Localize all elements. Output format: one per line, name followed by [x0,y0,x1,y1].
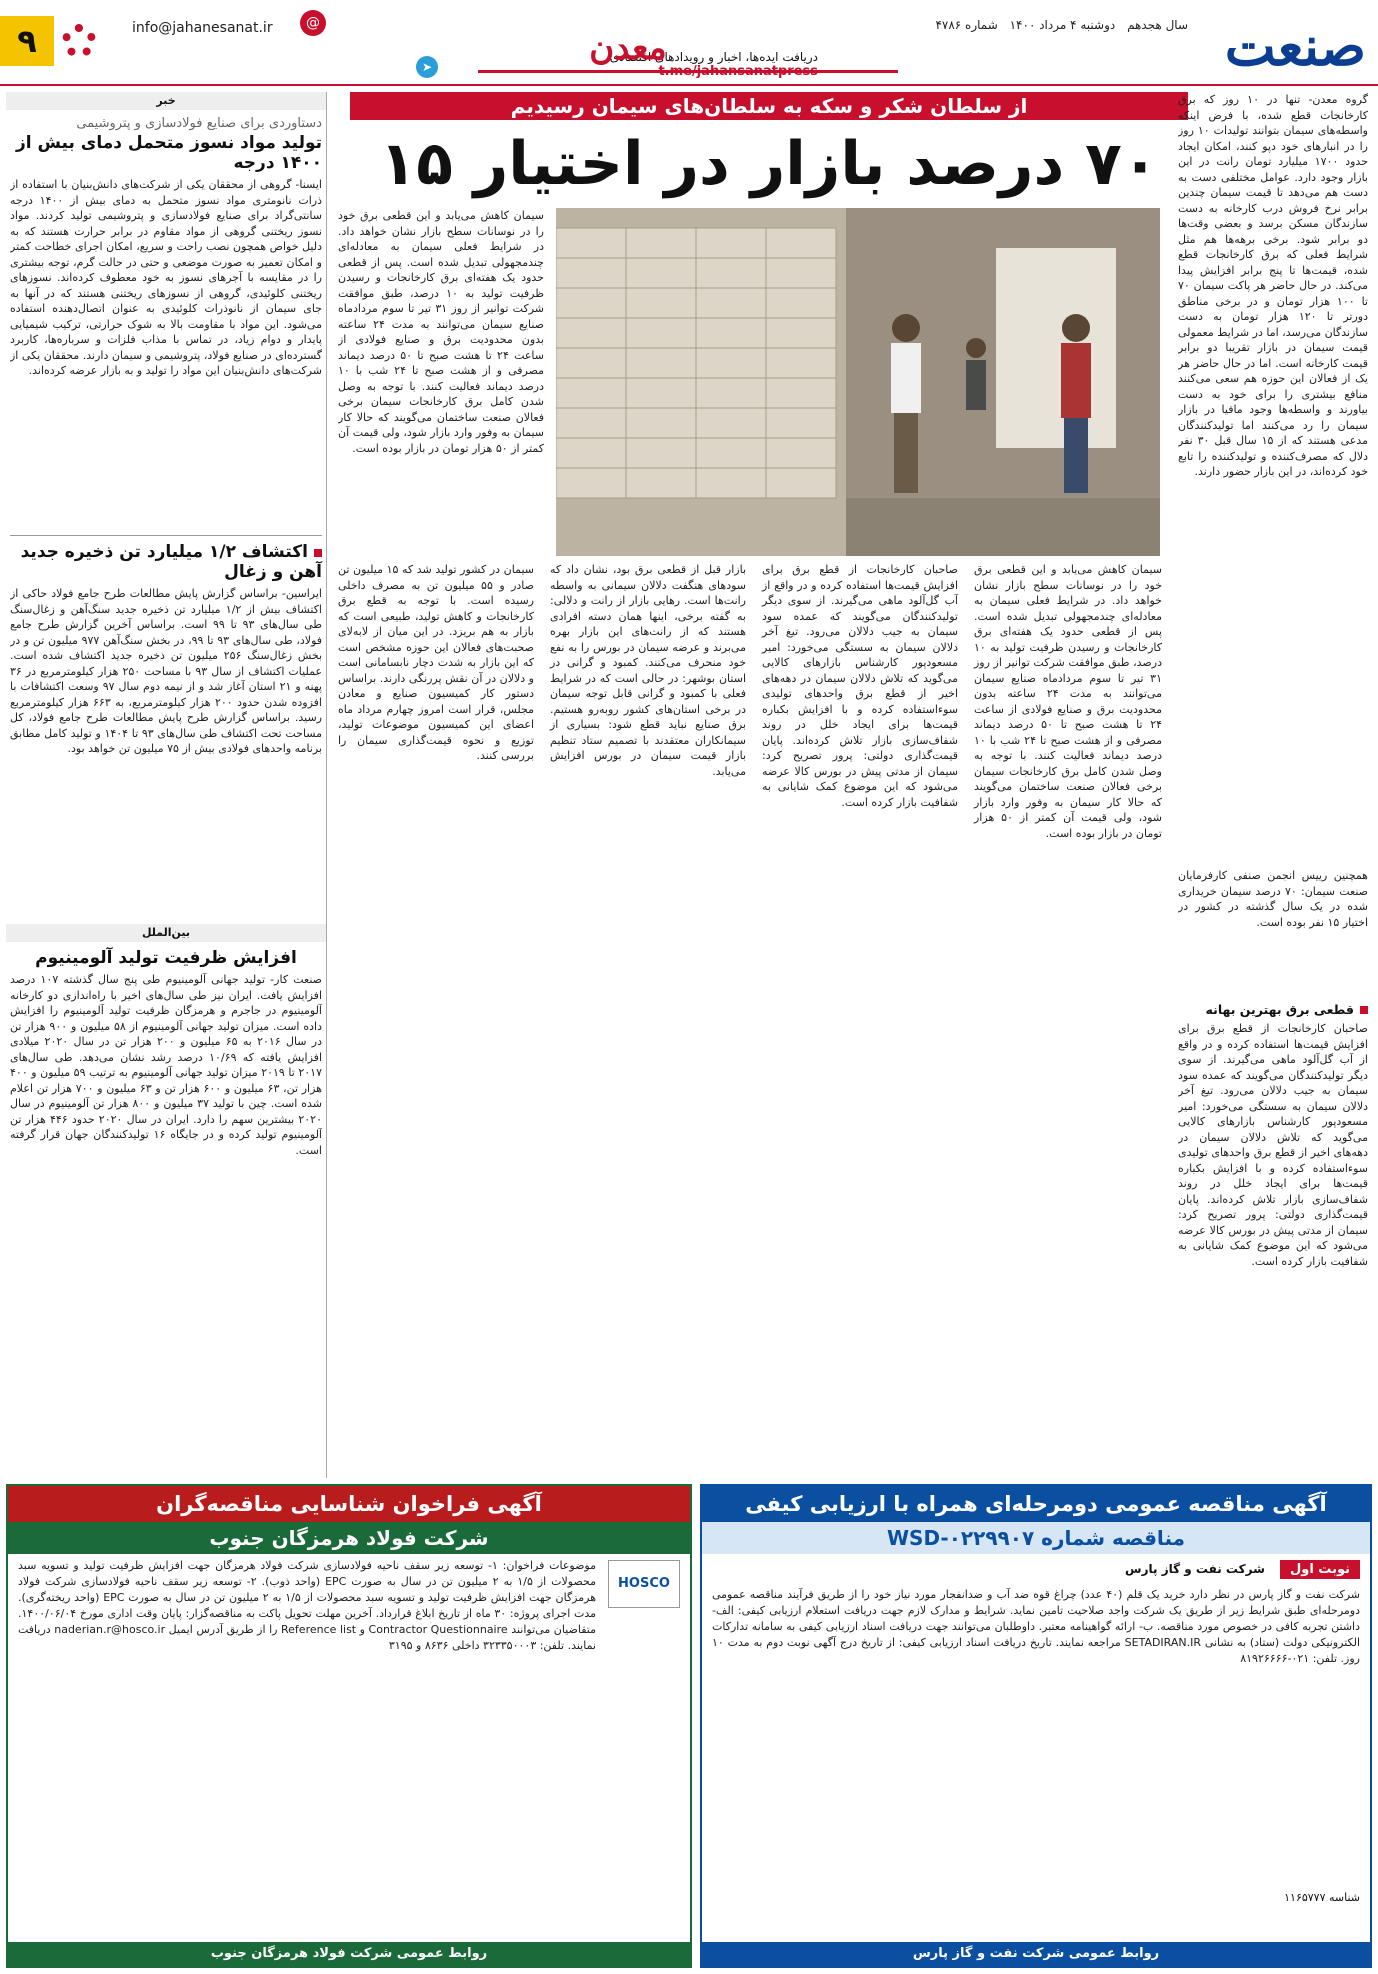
ad-title: آگهی فراخوان شناسایی مناقصه‌گران [8,1486,690,1522]
story-text-3: بازار قبل از قطعی برق بود، نشان داد که سودهای هنگفت دلالان سیمانی به واسطه رانت‌ها است. رهایی بازار از رانت و دلالی: به گفته برخی، اینها همان دسته افرادی هستند که از رانت‌های این بازار بهره می‌برند و عرضه سیمان در بورس را به نفع خود منحرف می‌کنند. کمبود و گرانی در استان بوشهر: در حالی است که در شرایط فعلی با کمبود و گرانی قابل توجه سیمان در برخی استان‌های کشور روبه‌رو هستیم. برق صنایع نباید قطع شود: بسیاری از سیمانکاران معتقدند با تصمیم ستاد تنظیم بازار قیمت سیمان در بورس افزایش می‌یابد. [550,563,746,778]
ad-code: شناسه ۱۱۶۵۷۷۷ [1284,1891,1360,1904]
story-column-2 [758,562,962,1478]
logo-text: صنعت [1224,14,1366,78]
news3-title: افزایش ظرفیت تولید آلومینیوم [35,948,297,968]
news1-supertitle: دستاوردی برای صنایع فولادسازی و پتروشیمی [76,116,322,131]
ad-tender-number: مناقصه شماره WSD-۰۲۲۹۹۰۷ [702,1522,1370,1554]
ad-footer: روابط عمومی شرکت نفت و گاز پارس [702,1942,1370,1966]
story-text-1b: سیمان کاهش می‌یابد و این قطعی برق خود را در نوسانات سطح بازار نشان خواهد داد. در شرایط فعلی سیمان به معادله‌ای چندمجهولی تبدیل شده است. پس از قطعی حدود یک هفته‌ای برق کارخانجات و رسیدن ظرفیت تولید به ۱۰ درصد، طبق موافقت شرکت توانیر از روز ۳۱ تیر تا سوم مردادماه صنایع سیمان می‌توانند به مدت ۲۴ ساعته بدون محدودیت برق و صنایع فولادی از ساعت ۲۴ تا هشت صبح تا ۵۰ درصد دیماند مصرفی و از هشت صبح تا ۲۴ شب با ۱۰ درصد دیماند فعالیت کنند. با توجه به وصل شدن کامل برق کارخانجات سیمان برخی فعالان صنعت ساختمان می‌گویند که حالا کار سیمان به وفور وارد بازار شود، ولی قیمت آن کمتر از ۵۰ هزار تومان در بازار بوده است. [974,563,1163,840]
left-news-column [6,92,327,1478]
masthead [0,0,1378,86]
bullet-icon [1360,1006,1368,1014]
news1-title: تولید مواد نسوز متحمل دمای بیش از ۱۴۰۰ درجه [15,133,322,173]
year-label: سال هجدهم [1127,18,1188,32]
story-column-3 [546,562,750,1478]
date-label: دوشنبه ۴ مرداد ۱۴۰۰ [1009,18,1116,32]
issue-info [927,18,1188,32]
monopoly-text: همچنین رییس انجمن صنفی کارفرمایان صنعت سیمان: ۷۰ درصد سیمان خریداری شده در یک سال گذشته در کشور در اختیار ۱۵ نفر بوده است. [1178,869,1368,929]
news3-kicker: بین‌الملل [6,924,326,942]
story-text-2: صاحبان کارخانجات از قطع برق برای افزایش قیمت‌ها استفاده کرده و در واقع از آب گل‌آلود ماهی می‌گیرند. از سوی دیگر تولیدکنندگان می‌گویند که عمده سود سیمان به جیب دلالان می‌رود. تیغ آخر دلالان سیمان به سستگی می‌خورد: امیر مسعودپور کارشناس بازارهای کالایی می‌گوید که تلاش دلالان سیمان در دهه‌های اخیر از قطع برق واحدهای تولیدی سوءاستفاده کرده و با افزایش بکباره قیمت‌ها برای ایجاد خلل در روند شفاف‌سازی بازار تلاش کرده‌اند. پایان قیمت‌گذاری دولتی: پرور تصریح کرد: سیمان از مدتی پیش در بورس کالا عرضه می‌شود که این موضوع کمک شایانی به شفافیت بازار کرده است. [762,563,958,809]
ad-turn-row [702,1554,1370,1583]
news-kicker: خبر [6,92,326,110]
ad-company: شرکت فولاد هرمزگان جنوب [8,1522,690,1554]
power-subhead [1178,1002,1368,1017]
main-headline: ۷۰ درصد بازار در اختیار ۱۵ [379,129,1159,199]
telegram-note: دریافت ایده‌ها، اخبار و رویدادهای اقتصادی [609,50,818,64]
news3-body: صنعت کار- تولید جهانی آلومینیوم طی پنج سال گذشته ۱۰۷ درصد افزایش یافت. ایران نیز طی سال‌های اخیر با راه‌اندازی دو کارخانه آلومینیوم در جاجرم و هرمزگان ظرفیت تولید آلومینیوم را افزایش داده است. میزان تولید جهانی آلومینیوم از ۵۸ میلیون و ۹۰۰ هزار تن در سال ۲۰۱۶ به ۶۵ میلیون و ۲۰۰ هزار تن در سال ۲۰۲۰ میلادی افزایش یافته که ۱۰/۶۹ درصد رشد نشان می‌دهد. طی سال‌های ۲۰۱۷ تا ۲۰۱۹ میزان تولید جهانی آلومینیوم به ترتیب ۵۹ میلیون و ۴۰۰ هزار تن، ۶۳ میلیون و ۶۰۰ هزار تن و ۶۳ میلیون و ۷۰۰ هزار تن اعلام شده است. چین با تولید ۳۷ میلیون و ۸۰۰ هزار تن آلومینیوم در سال ۲۰۲۰ بیشترین سهم را دارد. ایران در سال ۲۰۲۰ حدود ۴۴۶ هزار تن آلومینیوم تولید کرده و در جایگاه ۱۶ تولیدکنندگان جهان قرار گرفته است. [10,973,322,1157]
ad-body: موضوعات فراخوان: ۱- توسعه زیر سقف ناحیه فولادسازی شرکت فولاد هرمزگان جهت افزایش ظرفیت تولید و تسویه سبد محصولات از ۱/۵ به ۲ میلیون تن در سال به صورت EPC (واحد ذوب). ۲- توسعه زیر سقف ناحیه فولادسازی شرکت فولاد هرمزگان جهت افزایش ظرفیت تولید و تسویه سبد محصولات از ۱/۵ به ۲ میلیون تن در سال به صورت EPC (واحد ریخته‌گری). مدت اجرای پروژه: ۳۰ ماه از تاریخ ابلاغ قرارداد. آخرین مهلت تحویل پاکت به مناقصه‌گزار: پایان وقت اداری مورخ ۱۴۰۰/۰۶/۰۴. متقاضیان می‌توانند Contractor Questionnaire و Reference list را از طریق آدرس ایمیل naderian.r@hosco.ir دریافت نمایند. تلفن: ۳۲۳۳۵۰۰۰۳ داخلی ۸۶۳۶ و ۳۱۹۵ [18,1559,597,1652]
newspaper-logo [1206,14,1366,78]
tender-ad-pars [700,1484,1372,1968]
ad-title: آگهی مناقصه عمومی دومرحله‌ای همراه با ارزیابی کیفی [702,1486,1370,1522]
photo-illustration [556,208,1160,556]
news1-body: ایسنا- گروهی از محققان یکی از شرکت‌های دانش‌بنیان با استفاده از ذرات نانومتری مواد نسوز متحمل به دمای بیش از ۱۴۰۰ درجه سانتی‌گراد برای صنایع فولادسازی و پتروشیمی تولید کردند. مواد نسوز ریختنی گروهی از مواد مقاوم در برابر حرارت هستند که به دلیل خواص همچون نصب راحت و سریع، امکان اجرای خطاحت کمتر و امکان تعمیر به صورت موضعی و حتی در حالت گرم، توجه بیشتری را در مقایسه با آجرهای نسوز به خود معطوف کرده‌اند. نسوزهای ریختنی کلوئیدی، گروهی از نسوزهای ریختنی هستند که در آنها به جای سیمان از نانوذرات کلوئیدی به عنوان اتصال‌دهنده استفاده می‌شود. این مواد با مقاومت بالا به شوک حرارتی، ترکیب شیمیایی پایدار و دوام زیاد، در تماس با مذاب فلزات و سرباره‌ها، کاربرد گسترده‌ای در صنایع فولاد، پتروشیمی و سیمان دارند. محققان یکی از شرکت‌های دانش‌بنیان این مواد را تولید و به بازار عرضه کرده‌اند. [10,178,322,377]
story-text-4: سیمان در کشور تولید شد که ۱۵ میلیون تن صادر و ۵۵ میلیون تن به مصرف داخلی رسیده است. با توجه به قطع برق کارخانجات و کاهش تولید، طبیعی است که بازار به هم بریزد. در این میان از لابه‌لای صحبت‌های فعالان این حوزه مشخص است که این بازار به شدت دچار نابسامانی است و دلالان در آن نقش پررنگی دارند. براساس دستور کار کمیسیون صنایع و معادن مجلس، قرار است امروز چهارم مرداد ماه اعضای این کمیسیون موضوعات تولید، توزیع و نحوه قیمت‌گذاری سیمان را بررسی کنند. [338,563,534,762]
cement-warehouse-photo [556,208,1160,556]
ad-company: شرکت نفت و گاز پارس [1125,1562,1265,1576]
bullet-icon [314,549,322,557]
story-column-1 [970,562,1166,1478]
news2-title [10,542,322,582]
story-text-1: سیمان کاهش می‌یابد و این قطعی برق خود را در نوسانات سطح بازار نشان خواهد داد. در شرایط فعلی سیمان به معادله‌ای چندمجهولی تبدیل شده است. پس از قطعی حدود یک هفته‌ای برق کارخانجات و رسیدن ظرفیت تولید به ۱۰ درصد، طبق موافقت شرکت توانیر از روز ۳۱ تیر تا سوم مردادماه صنایع سیمان می‌توانند به مدت ۲۴ ساعته بدون محدودیت برق و صنایع فولادی از ساعت ۲۴ تا هشت صبح تا ۵۰ درصد دیماند مصرفی و از هشت صبح تا ۲۴ شب با ۱۰ درصد دیماند فعالیت کنند. با توجه به وصل شدن کامل برق کارخانجات سیمان برخی فعالان صنعت ساختمان می‌گویند که حالا کار سیمان به وفور وارد بازار شود، ولی قیمت آن کمتر از ۵۰ هزار تومان در بازار بوده است. [338,209,544,455]
news2-body: ایراسین- براساس گزارش پایش مطالعات طرح جامع فولاد حاکی از اکتشاف بیش از ۱/۲ میلیارد تن ذخیره جدید سنگ‌آهن و زغال‌سنگ طی سال‌های ۹۳ تا ۹۹ است. براساس آخرین گزارش طرح جامع فولاد، طی سال‌های ۹۳ تا ۹۹، در بخش سنگ‌آهن ۹۷۷ میلیون تن و در بخش زغال‌سنگ ۲۵۶ میلیون تن ذخیره جدید اکتشاف شده است. عملیات اکتشاف از سال ۹۳ با مساحت ۲۵۰ هزار کیلومترمربع در ۳۶ پهنه و ۲۱ استان آغاز شد و از نیمه دوم سال ۹۷ وسعت اکتشافات با افزوده شدن حدود ۲۰۰ هزار کیلومترمربع، به ۶۶۳ هزار کیلومترمربع رسید. براساس گزارش طرح پایش مطالعات طرح جامع فولاد، کل مساحت تحت اکتشاف طی سال‌های ۹۳ تا ۱۴۰۴ و تولید کامل مطابق برنامه واحدهای فولادی بیش از ۷۵ میلیون تن خواهد بود. [10,587,322,755]
email-address[interactable]: info@jahanesanat.ir [132,20,273,36]
news2-title-text: اکتشاف ۱/۲ میلیارد تن ذخیره جدید آهن و زغال [20,542,322,582]
turn-badge: نوبت اول [1280,1560,1360,1579]
mail-icon: @ [300,10,326,36]
divider [10,535,322,536]
story-column-beside-photo [334,208,548,556]
issue-number: شماره ۴۷۸۶ [935,18,998,32]
page-number: ۹ [0,16,54,66]
tender-ad-hosco [6,1484,692,1968]
section-divider [478,70,898,73]
lede-text: گروه معدن- تنها در ۱۰ روز که برق کارخانجات قطع شده، با فرض اینکه واسطه‌های سیمان بتوانند تولیدات ۱۰ روز را در انبارهای خود دپو کنند، امکان ایجاد حدود ۱۷۰۰ میلیارد تومان رانت در این بازار وجود دارد. عوامل مختلفی دست به دست هم می‌دهد تا قیمت سیمان چندین برابر نرخ فروش درب کارخانه به دست سازندگان مسکن برسد و بعضی وقت‌ها دو برابر شود. برخی برهه‌ها هم مثل شرایط فعلی که برق کارخانجات قطع شده، قیمت‌ها تا پنج برابر افزایش پیدا می‌کند. در حال حاضر هر پاکت سیمان ۷۰ تا ۱۰۰ هزار تومان و در برخی مناطق دورتر تا ۱۲۰ هزار تومان به دست سازندگان می‌رسد، اما در شرایط معمولی قیمت سیمان در بازار تقریبا دو برابر قیمت کارخانه است. اما در حال حاضر هر یک از فعالان این حوزه هم سعی می‌کنند منافع بیشتری را برای خود به دست بیاورند و واسطه‌ها وجود مافیا در بازار سیمان را رد می‌کنند اما تولیدکنندگان مدعی هستند که از ۱۵ سال قبل ۳۰ نفر دلال که مصرف‌کننده و تولیدکننده را تابع خود کرده‌اند، در این بازار حضور دارند. [1178,93,1368,478]
power-text: صاحبان کارخانجات از قطع برق برای افزایش قیمت‌ها استفاده کرده و در واقع از آب گل‌آلود ماهی می‌گیرند. از سوی دیگر تولیدکنندگان می‌گویند که عمده سود سیمان به جیب دلالان می‌رود. تیغ آخر دلالان سیمان به سستگی می‌خورد: امیر مسعودپور کارشناس بازارهای کالایی می‌گوید که تلاش دلالان سیمان در دهه‌های اخیر از قطع برق واحدهای تولیدی سوءاستفاده کرده و با افزایش بکباره قیمت‌ها برای ایجاد خلل در روند شفاف‌سازی بازار تلاش کرده‌اند. پایان قیمت‌گذاری دولتی: پرور تصریح کرد: سیمان از مدتی پیش در بورس کالا عرضه می‌شود که این موضوع کمک شایانی به شفافیت بازار کرده است. [1178,1022,1368,1268]
gear-icon [62,24,96,58]
main-story-lede-column [1174,92,1372,1478]
hosco-logo: HOSCO [608,1560,680,1608]
ad-body: شرکت نفت و گاز پارس در نظر دارد خرید یک قلم (۴۰ عدد) چراغ قوه ضد آب و ضدانفجار مورد نیاز خود را از طریق فرآیند مناقصه عمومی دومرحله‌ای طبق شرایط زیر از طریق یک شرکت واجد صلاحیت تامین نماید. شرایط و مدارک لازم جهت دریافت استعلام ارزیابی کیفی: الف- داشتن تجربه کافی در خصوص مورد مناقصه. ب- ارائه گواهینامه معتبر. داوطلبان می‌توانند جهت دریافت اسناد ارزیابی کیفی به سامانه تدارکات الکترونیکی دولت (ستاد) به نشانی SETADIRAN.IR مراجعه نمایند. تاریخ دریافت اسناد ارزیابی کیفی: از تاریخ درج آگهی نوبت دوم به مدت ۱۰ روز. تلفن: ۰۲۱-۸۱۹۲۶۶۶۶ [712,1588,1361,1665]
story-column-4 [334,562,538,1478]
main-kicker: از سلطان شکر و سکه به سلطان‌های سیمان رسیدیم [350,92,1188,120]
section-title: معدن [589,28,667,68]
telegram-icon: ➤ [416,56,438,78]
ad-footer: روابط عمومی شرکت فولاد هرمزگان جنوب [8,1942,690,1966]
power-subhead-text: قطعی برق بهترین بهانه [1205,1002,1354,1017]
